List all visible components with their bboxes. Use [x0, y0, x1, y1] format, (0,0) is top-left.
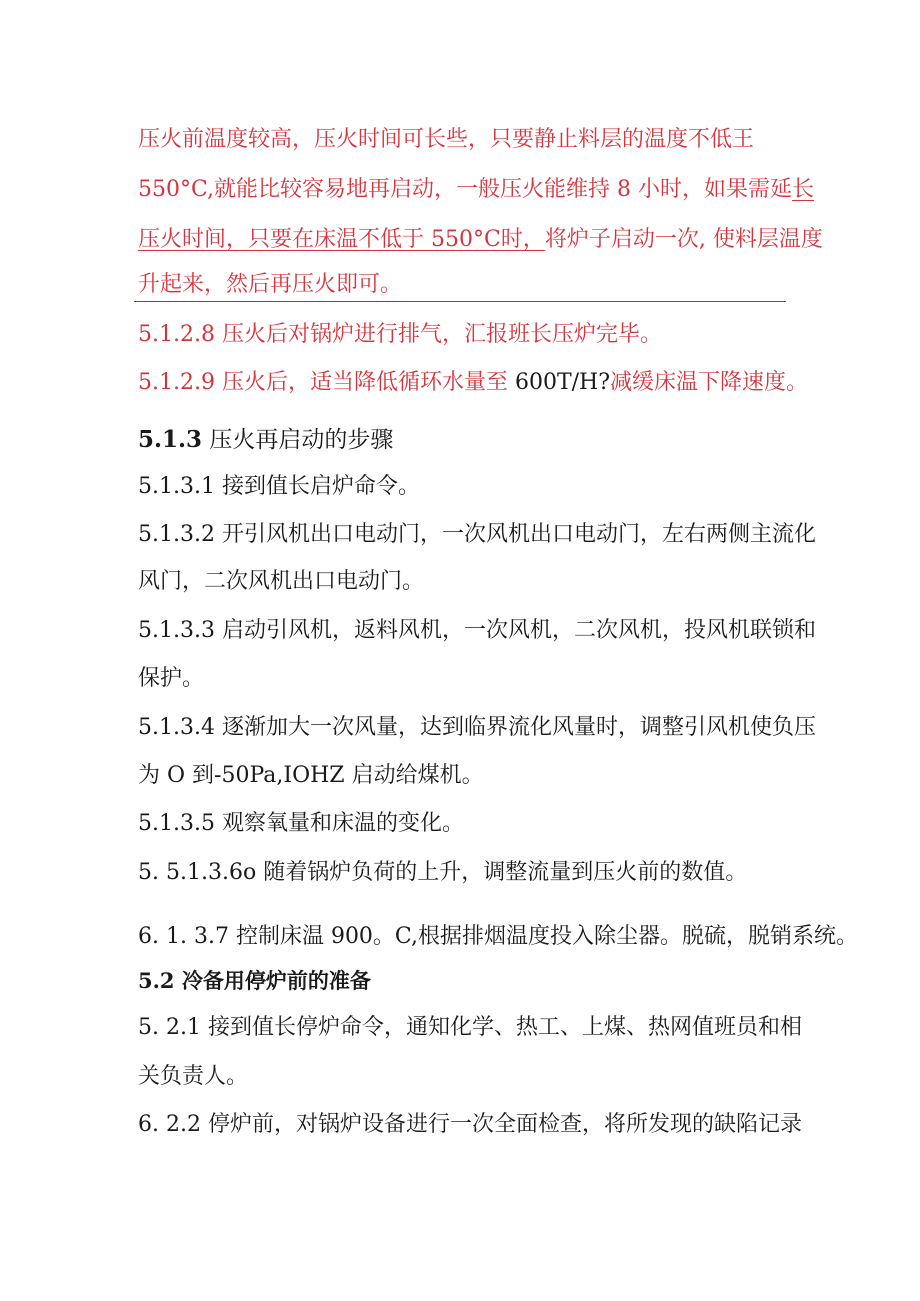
section-heading-513	[138, 425, 393, 455]
item-5134-line-2: 为 O 到-50Pa,IOHZ 启动给煤机。	[138, 763, 484, 788]
horizontal-rule	[134, 301, 786, 302]
item-5135: 5.1.3.5 观察氧量和床温的变化。	[138, 811, 464, 836]
item-5129	[138, 368, 808, 398]
item-5132-line-2: 风门，二次风机出口电动门。	[138, 569, 425, 594]
red-paragraph-line-4: 升起来，然后再压火即可。	[138, 272, 403, 297]
item-522-line-1: 6. 2.2 停炉前，对锅炉设备进行一次全面检查，将所发现的缺陷记录	[138, 1112, 802, 1137]
item-5128: 5.1.2.8 压火后对锅炉进行排气，汇报班长压炉完毕。	[138, 322, 662, 347]
item-5134-line-1: 5.1.3.4 逐渐加大一次风量，达到临界流化风量时，调整引风机使负压	[138, 715, 816, 740]
item-5129-text-a: 5.1.2.9 压火后，适当降低循环水量至	[138, 370, 515, 395]
red-paragraph-line-3	[138, 225, 823, 255]
item-5133-line-2: 保护。	[138, 666, 205, 691]
item-5137: 6. 1. 3.7 控制床温 900。C,根据排烟温度投入除尘器。脱硫，脱销系统。	[138, 924, 858, 949]
item-521-line-1: 5. 2.1 接到值长停炉命令，通知化学、热工、上煤、热网值班员和相	[138, 1015, 802, 1040]
section-number-513: 5.1.3	[138, 426, 203, 453]
item-5132-line-1: 5.1.3.2 开引风机出口电动门，一次风机出口电动门，左右两侧主流化	[138, 522, 816, 547]
red-paragraph-line-2	[138, 175, 814, 205]
red-line-2-text: 550°C,就能比较容易地再启动，一般压火能维持 8 小时，如果需延	[138, 177, 793, 202]
item-521-line-2: 关负责人。	[138, 1064, 249, 1089]
red-line-3-underlined: 压火时间，只要在床温不低于 550°C时，	[138, 227, 545, 252]
item-5133-line-1: 5.1.3.3 启动引风机，返料风机，一次风机，二次风机，投风机联锁和	[138, 618, 816, 643]
red-line-2-underlined: 长	[792, 177, 815, 202]
item-5131: 5.1.3.1 接到值长启炉命令。	[138, 474, 420, 499]
red-line-3-text: 将炉子启动一次, 使料层温度	[544, 227, 823, 252]
item-5136: 5. 5.1.3.6o 随着锅炉负荷的上升，调整流量到压火前的数值。	[138, 860, 748, 885]
section-heading-52: 5.2 冷备用停炉前的准备	[138, 968, 371, 993]
red-paragraph-line-1: 压火前温度较高，压火时间可长些，只要静止料层的温度不低王	[138, 127, 755, 152]
item-5129-value: 600T/H?	[514, 370, 611, 395]
item-5129-text-c: 减缓床温下降速度。	[610, 370, 809, 395]
section-title-513: 压火再启动的步骤	[202, 427, 394, 453]
